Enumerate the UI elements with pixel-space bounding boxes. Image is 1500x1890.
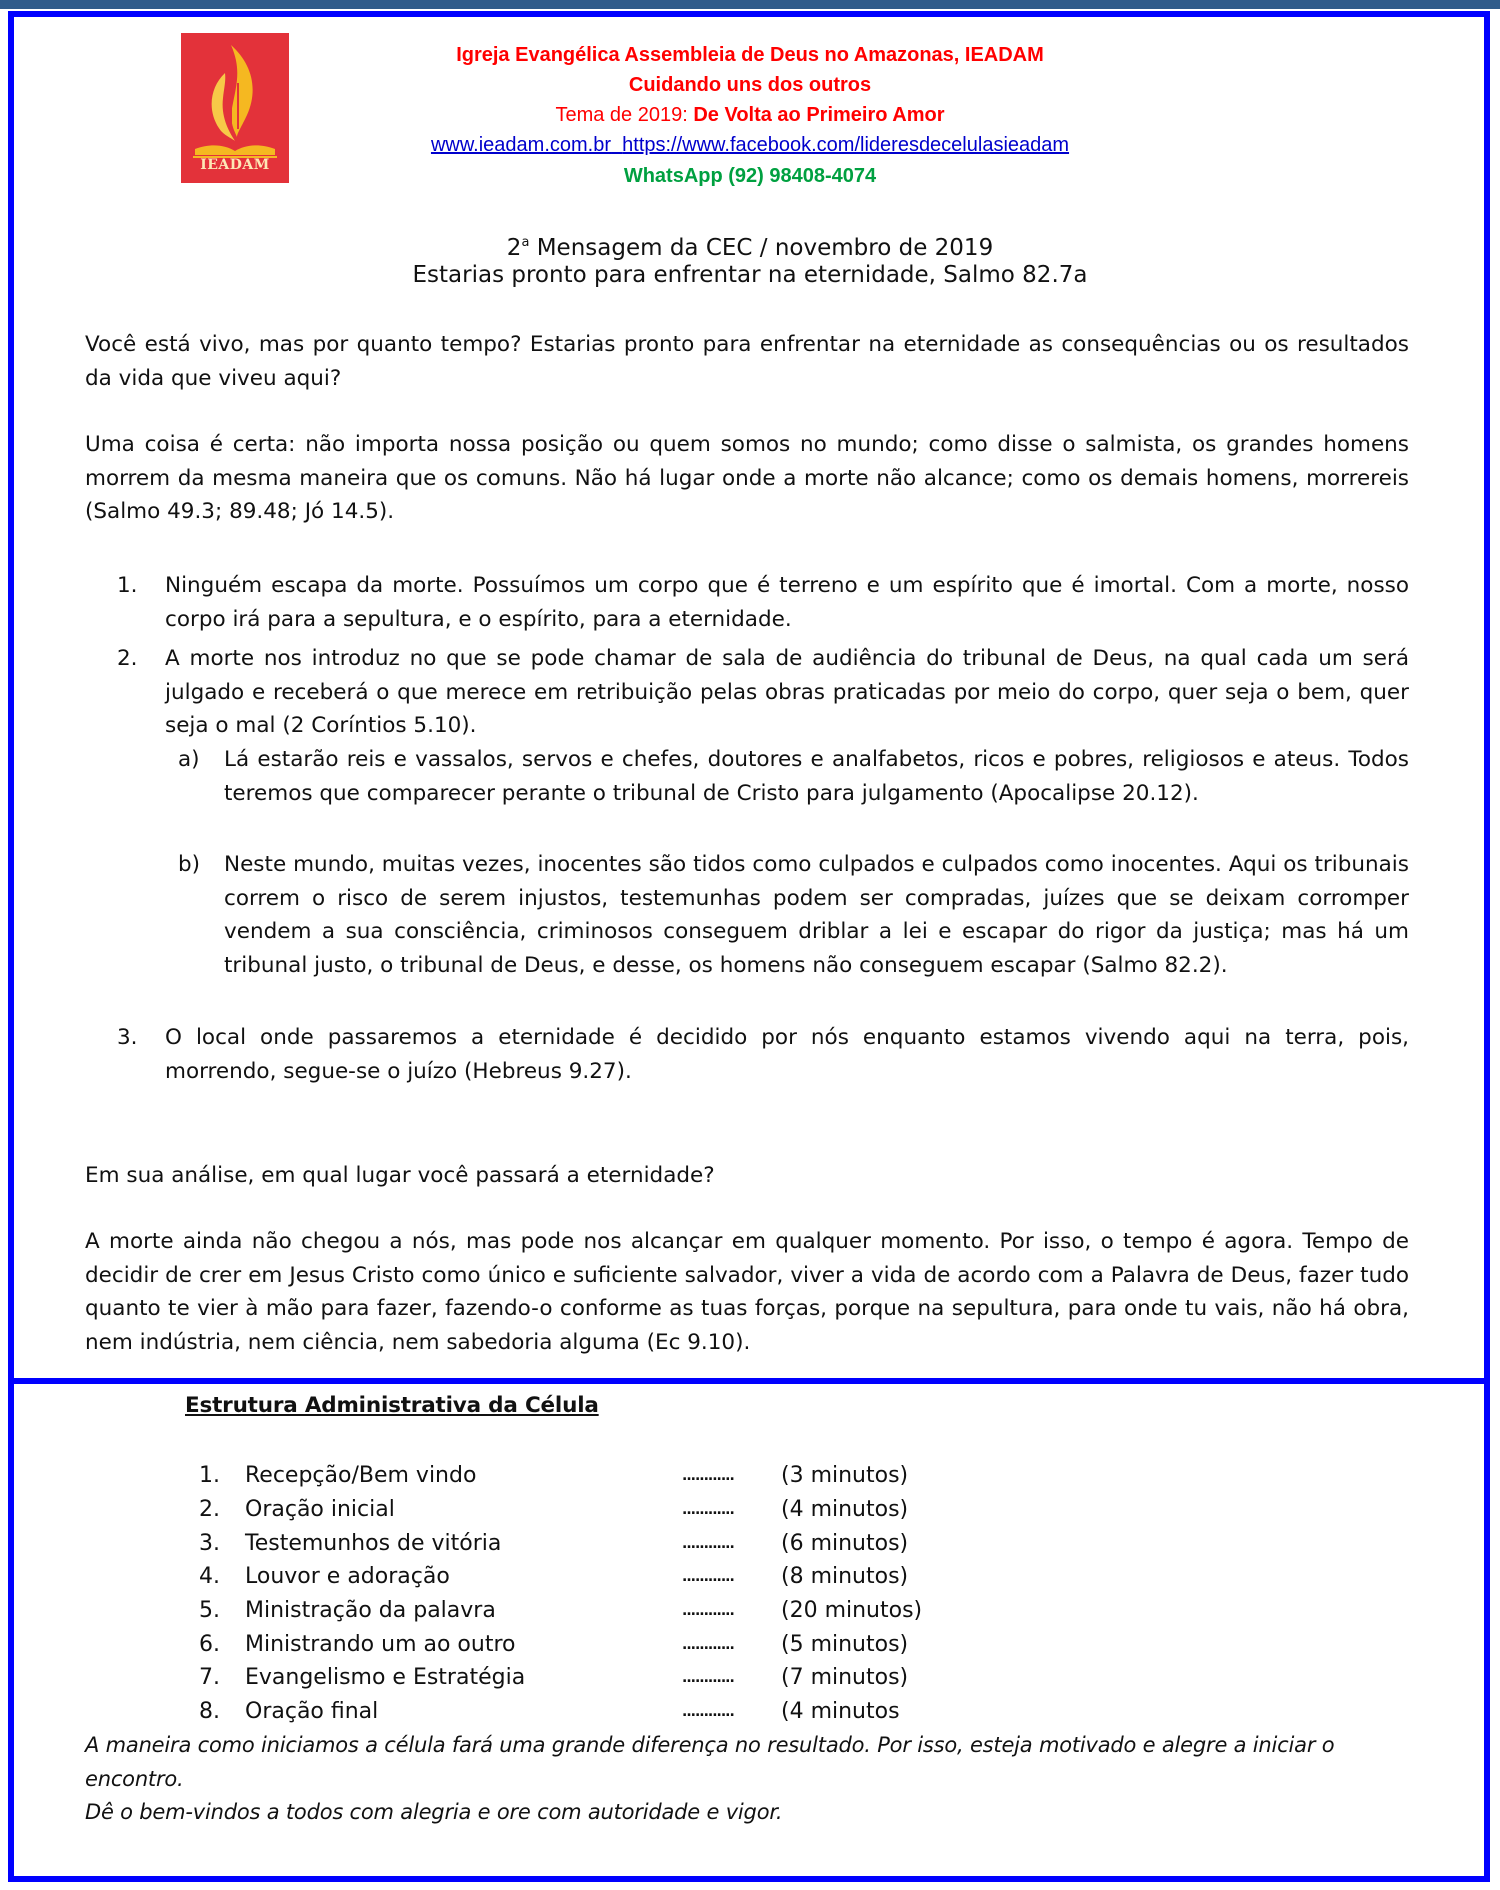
subpoint-text: Neste mundo, muitas vezes, inocentes são tidos como culpados e culpados como inocentes. Aqui os tribunais correm o risco de serem injustos, testemunhas podem ser compradas, juízes que se deixam corromper vendem a sua consciência, criminosos conseguem driblar a lei e escapar do rigor da justiça; mas há um tribunal justo, o tribunal de Deus, e desse, os homens não conseguem escapar (Salmo 82.2). [224, 852, 1409, 978]
agenda-item [190, 1459, 990, 1493]
agenda-duration: (4 minutos [781, 1699, 900, 1724]
theme-title: De Volta ao Primeiro Amor [693, 104, 945, 126]
ordinal-number: 2 [506, 235, 522, 261]
agenda-number: 8. [199, 1699, 220, 1724]
agenda-item [190, 1560, 990, 1594]
point-marker: 2. [117, 646, 138, 671]
subpoint-item [178, 743, 1409, 810]
agenda-label: Louvor e adoração [245, 1564, 450, 1589]
agenda-leader: ............ [682, 1502, 734, 1518]
agenda-number: 3. [199, 1531, 220, 1556]
agenda-duration: (3 minutos) [781, 1463, 909, 1488]
agenda-label: Ministração da palavra [245, 1598, 496, 1623]
structure-note-1: A maneira como iniciamos a célula fará uma grande diferença no resultado. Por isso, esteja motivado e alegre a iniciar o encontro. [85, 1733, 1335, 1791]
intro-paragraph-2: Uma coisa é certa: não importa nossa posição ou quem somos no mundo; como disse o salmista, os grandes homens morrem da mesma maneira que os comuns. Não há lugar onde a morte não alcance; como os demais homens, morrereis (Salmo 49.3; 89.48; Jó 14.5). [85, 432, 1409, 524]
facebook-link[interactable]: https://www.facebook.com/lideresdecelulasieadam [622, 134, 1070, 156]
agenda-label: Oração final [245, 1699, 379, 1724]
conclusion-paragraph: A morte ainda não chegou a nós, mas pode nos alcançar em qualquer momento. Por isso, o tempo é agora. Tempo de decidir de crer em Jesus Cristo como único e suficiente salvador, viver a vida de acordo com a Palavra de Deus, fazer tudo quanto te vier à mão para fazer, fazendo-o conforme as tuas forças, porque na sepultura, para onde tu vais, não há obra, nem indústria, nem ciência, nem sabedoria alguma (Ec 9.10). [85, 1229, 1409, 1355]
agenda-leader: ............ [682, 1670, 734, 1686]
point-item [117, 642, 1409, 743]
agenda-item [190, 1628, 990, 1662]
point-text: O local onde passaremos a eternidade é decidido por nós enquanto estamos vivendo aqui na terra, pois, morrendo, segue-se o juízo (Hebreus 9.27). [165, 1025, 1409, 1084]
point-item [117, 1021, 1409, 1088]
agenda-label: Testemunhos de vitória [245, 1531, 502, 1556]
agenda-label: Ministrando um ao outro [245, 1632, 516, 1657]
point-text: Ninguém escapa da morte. Possuímos um corpo que é terreno e um espírito que é imortal. Com a morte, nosso corpo irá para a sepultura, e o espírito, para a eternidade. [165, 573, 1409, 632]
agenda-number: 4. [199, 1564, 220, 1589]
links-line [300, 130, 1200, 160]
agenda-leader: ............ [682, 1637, 734, 1653]
agenda-number: 5. [199, 1598, 220, 1623]
point-text: A morte nos introduz no que se pode chamar de sala de audiência do tribunal de Deus, na qual cada um será julgado e receberá o que merece em retribuição pelas obras praticadas por meio do corpo, quer seja o bem, quer seja o mal (2 Coríntios 5.10). [165, 646, 1409, 738]
agenda-item [190, 1661, 990, 1695]
title-rest: Mensagem da CEC / novembro de 2019 [529, 235, 994, 261]
whatsapp-number: WhatsApp (92) 98408-4074 [623, 165, 877, 187]
theme-line [300, 100, 1200, 130]
point-item [117, 569, 1409, 636]
ordinal-sup: a [521, 235, 530, 250]
agenda-leader: ............ [682, 1468, 734, 1484]
message-subtitle: Estarias pronto para enfrentar na eternidade, Salmo 82.7a [412, 262, 1088, 288]
intro-paragraph-1: Você está vivo, mas por quanto tempo? Estarias pronto para enfrentar na eternidade as consequências ou os resultados da vida que viveu aqui? [85, 332, 1409, 391]
point-marker: 1. [117, 573, 138, 598]
theme-prefix: Tema de 2019: [555, 104, 694, 126]
subpoint-item [178, 848, 1409, 982]
point-marker: 3. [117, 1025, 138, 1050]
agenda-label: Evangelismo e Estratégia [245, 1665, 526, 1690]
logo-text: IEADAM [200, 157, 270, 173]
agenda-item [190, 1527, 990, 1561]
agenda-leader: ............ [682, 1603, 734, 1619]
subpoint-marker: b) [178, 852, 201, 877]
agenda-number: 1. [199, 1463, 220, 1488]
agenda-item [190, 1594, 990, 1628]
agenda-duration: (5 minutos) [781, 1632, 909, 1657]
agenda-item [190, 1695, 990, 1729]
structure-title: Estrutura Administrativa da Célula [185, 1393, 599, 1418]
agenda-number: 6. [199, 1632, 220, 1657]
church-motto: Cuidando uns dos outros [628, 74, 872, 96]
website-link[interactable]: www.ieadam.com.br [430, 134, 612, 156]
agenda-duration: (8 minutos) [781, 1564, 909, 1589]
agenda-leader: ............ [682, 1569, 734, 1585]
agenda-label: Recepção/Bem vindo [245, 1463, 477, 1488]
link-spacer [611, 134, 622, 156]
subpoint-text: Lá estarão reis e vassalos, servos e chefes, doutores e analfabetos, ricos e pobres, religiosos e ateus. Todos teremos que comparecer perante o tribunal de Cristo para julgamento (Apocalipse 20.12). [224, 747, 1409, 806]
agenda-duration: (6 minutos) [781, 1531, 909, 1556]
agenda-item [190, 1493, 990, 1527]
agenda-number: 2. [199, 1497, 220, 1522]
reflection-question: Em sua análise, em qual lugar você passará a eternidade? [85, 1163, 715, 1188]
agenda-leader: ............ [682, 1704, 734, 1720]
top-bar [0, 0, 1500, 9]
agenda-duration: (20 minutos) [781, 1598, 923, 1623]
subpoint-marker: a) [178, 747, 200, 772]
agenda-duration: (4 minutos) [781, 1497, 909, 1522]
agenda-number: 7. [199, 1665, 220, 1690]
agenda-label: Oração inicial [245, 1497, 395, 1522]
structure-note-2: Dê o bem-vindos a todos com alegria e ore com autoridade e vigor. [85, 1800, 783, 1824]
agenda-duration: (7 minutos) [781, 1665, 909, 1690]
church-name: Igreja Evangélica Assembleia de Deus no Amazonas, IEADAM [456, 44, 1044, 66]
ieadam-logo [181, 33, 289, 183]
agenda-leader: ............ [682, 1536, 734, 1552]
